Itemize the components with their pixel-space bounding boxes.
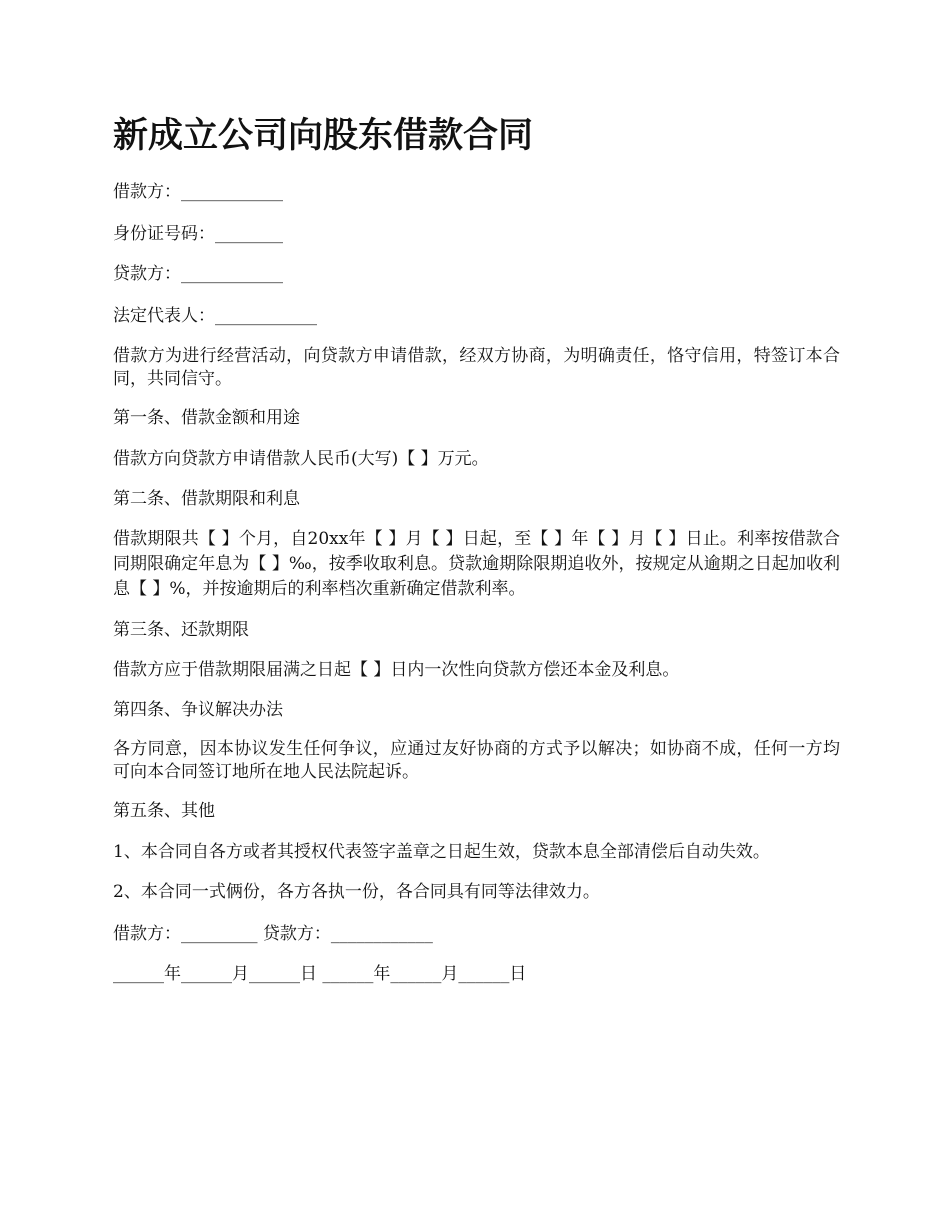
article2-heading: 第二条、借款期限和利息 xyxy=(113,489,300,509)
article5-item2: 2、本合同一式俩份，各方各执一份，各合同具有同等法律效力。 xyxy=(113,882,600,902)
article2-body: 借款期限共【 】个月，自20xx年【 】月【 】日起，至【 】年【 】月【 】日止。利率按借款合同期限确定年息为【 】‰，按季收取利息。贷款逾期除限期追收外，按规定从逾期之日起加收利息【 】%，并按逾期后的利率档次重新确定借款利率。 xyxy=(113,529,840,599)
lender-field: 贷款方：____________ xyxy=(113,264,283,284)
article1-heading: 第一条、借款金额和用途 xyxy=(113,408,300,428)
signature-line: 借款方：_________ 贷款方：____________ xyxy=(113,924,433,944)
borrower-field: 借款方：____________ xyxy=(113,182,283,202)
legal-representative-field: 法定代表人：____________ xyxy=(113,306,317,326)
article5-item1: 1、本合同自各方或者其授权代表签字盖章之日起生效，贷款本息全部清偿后自动失效。 xyxy=(113,842,770,862)
id-number-field: 身份证号码：________ xyxy=(113,224,283,244)
article5-heading: 第五条、其他 xyxy=(113,801,215,821)
article4-body: 各方同意，因本协议发生任何争议，应通过友好协商的方式予以解决；如协商不成，任何一方均可向本合同签订地所在地人民法院起诉。 xyxy=(113,739,840,782)
article4-heading: 第四条、争议解决办法 xyxy=(113,700,283,720)
article3-heading: 第三条、还款期限 xyxy=(113,620,249,640)
intro-paragraph: 借款方为进行经营活动，向贷款方申请借款，经双方协商，为明确责任，恪守信用，特签订本合同，共同信守。 xyxy=(113,346,840,389)
article1-body: 借款方向贷款方申请借款人民币(大写)【 】万元。 xyxy=(113,449,489,469)
article3-body: 借款方应于借款期限届满之日起【 】日内一次性向贷款方偿还本金及利息。 xyxy=(113,660,680,680)
date-line: ______年______月______日 ______年______月______日 xyxy=(113,964,527,984)
document-title: 新成立公司向股东借款合同 xyxy=(113,116,534,156)
